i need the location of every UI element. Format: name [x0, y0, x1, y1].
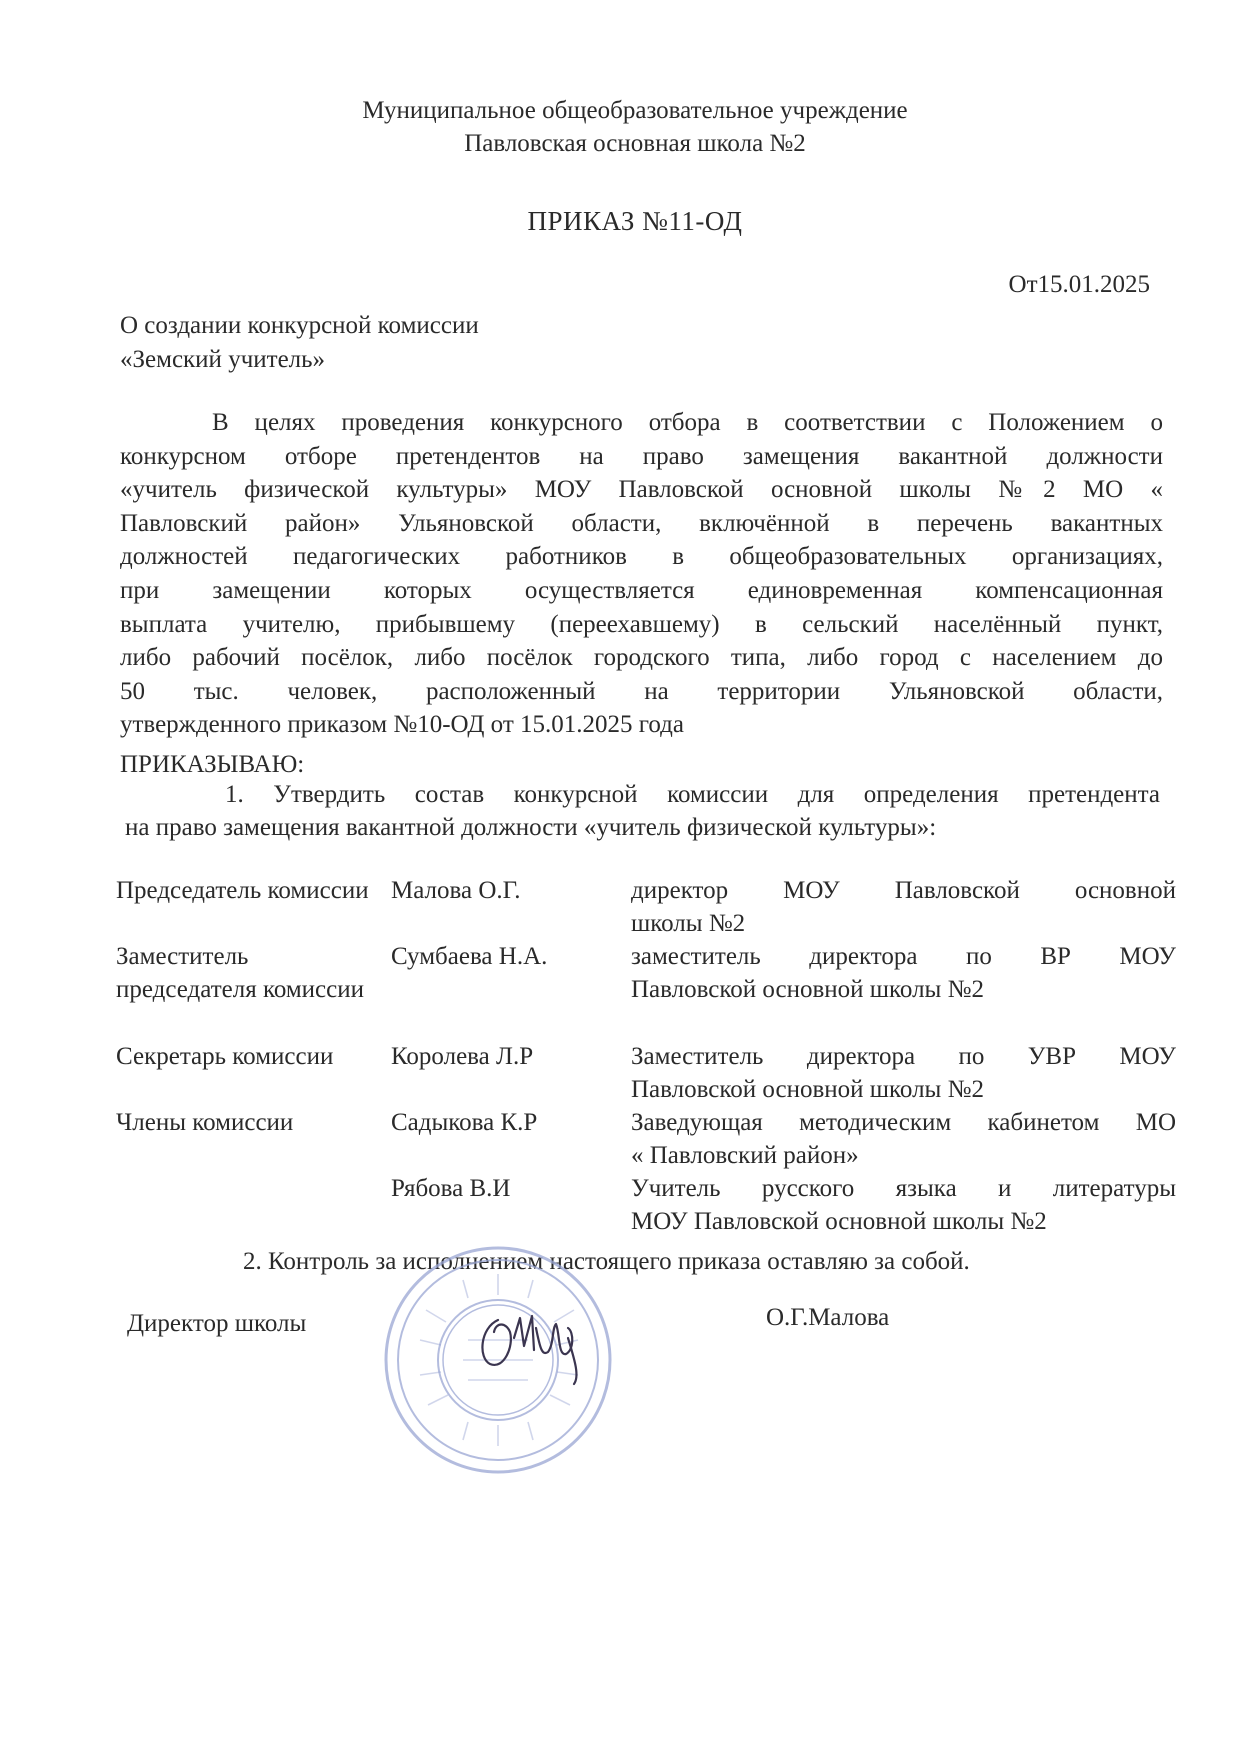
description-line: заместитель директора по ВР МОУ [631, 943, 1176, 970]
commission-role: Председатель комиссии [116, 877, 369, 904]
preamble-line: выплата учителю, прибывшему (переехавшему) в сельский населённый пункт, [120, 610, 1163, 638]
preamble-line: либо рабочий посёлок, либо посёлок городского типа, либо город с населением до [120, 644, 1163, 672]
handwritten-signature-icon [470, 1298, 600, 1390]
description-line: МОУ Павловской основной школы №2 [631, 1208, 1047, 1235]
preamble-line: конкурсном отборе претендентов на право замещения вакантной должности [120, 442, 1163, 470]
description-line: Павловской основной школы №2 [631, 976, 984, 1003]
preamble-line: должностей педагогических работников в общеобразовательных организациях, [120, 543, 1163, 571]
order-item-1 [120, 778, 1160, 844]
description-line: « Павловский район» [631, 1142, 859, 1169]
table-row [116, 1106, 1176, 1172]
order-item-1-line: на право замещения вакантной должности «учитель физической культуры»: [125, 814, 937, 841]
order-item-1-line: 1. Утвердить состав конкурсной комиссии для определения претендента [225, 781, 1160, 808]
commission-role: Заместитель председателя комиссии [116, 943, 364, 1003]
order-subject-line-2: «Земский учитель» [120, 346, 326, 373]
orders-heading: ПРИКАЗЫВАЮ: [120, 751, 305, 778]
commission-description [631, 940, 1176, 1040]
preamble-line: «учитель физической культуры» МОУ Павловской основной школы №2 МО « [120, 476, 1163, 504]
commission-description [631, 874, 1176, 940]
org-name-line-2: Павловская основная школа №2 [464, 130, 806, 157]
description-line: Павловской основной школы №2 [631, 1076, 984, 1103]
commission-role [116, 1172, 391, 1238]
table-row [116, 1172, 1176, 1238]
order-title: ПРИКАЗ №11-ОД [527, 206, 743, 236]
description-line: Заведующая методическим кабинетом МО [631, 1109, 1176, 1136]
preamble-paragraph [120, 406, 1163, 742]
commission-name: Рябова В.И [391, 1175, 511, 1202]
preamble-line: утвержденного приказом №10-ОД от 15.01.2025 года [120, 711, 684, 739]
commission-name: Сумбаева Н.А. [391, 943, 548, 970]
preamble-line: В целях проведения конкурсного отбора в соответствии с Положением о [212, 409, 1163, 436]
commission-name: Королева Л.Р [391, 1043, 534, 1070]
description-line: Заместитель директора по УВР МОУ [631, 1043, 1176, 1070]
order-item-2: 2. Контроль за исполнением настоящего приказа оставляю за собой. [243, 1248, 970, 1275]
table-row [116, 940, 1176, 1040]
description-line: Учитель русского языка и литературы [631, 1175, 1176, 1202]
description-line: школы №2 [631, 910, 746, 937]
commission-description [631, 1040, 1176, 1106]
commission-role: Члены комиссии [116, 1109, 294, 1136]
commission-name: Малова О.Г. [391, 877, 521, 904]
commission-role: Секретарь комиссии [116, 1043, 334, 1070]
signatory-name: О.Г.Малова [766, 1304, 890, 1331]
table-row [116, 874, 1176, 940]
commission-description [631, 1172, 1176, 1238]
commission-name: Садыкова К.Р [391, 1109, 538, 1136]
preamble-line: Павловский район» Ульяновской области, включённой в перечень вакантных [120, 509, 1163, 537]
description-line: директор МОУ Павловской основной [631, 877, 1176, 904]
signatory-title: Директор школы [127, 1310, 307, 1337]
order-subject-line-1: О создании конкурсной комиссии [120, 312, 479, 339]
preamble-line: 50 тыс. человек, расположенный на территории Ульяновской области, [120, 677, 1163, 705]
table-row [116, 1040, 1176, 1106]
commission-description [631, 1106, 1176, 1172]
commission-table [116, 874, 1176, 1238]
order-date: От15.01.2025 [1008, 271, 1150, 298]
preamble-line: при замещении которых осуществляется единовременная компенсационная [120, 576, 1163, 604]
org-name-line-1: Муниципальное общеобразовательное учреждение [362, 97, 908, 124]
